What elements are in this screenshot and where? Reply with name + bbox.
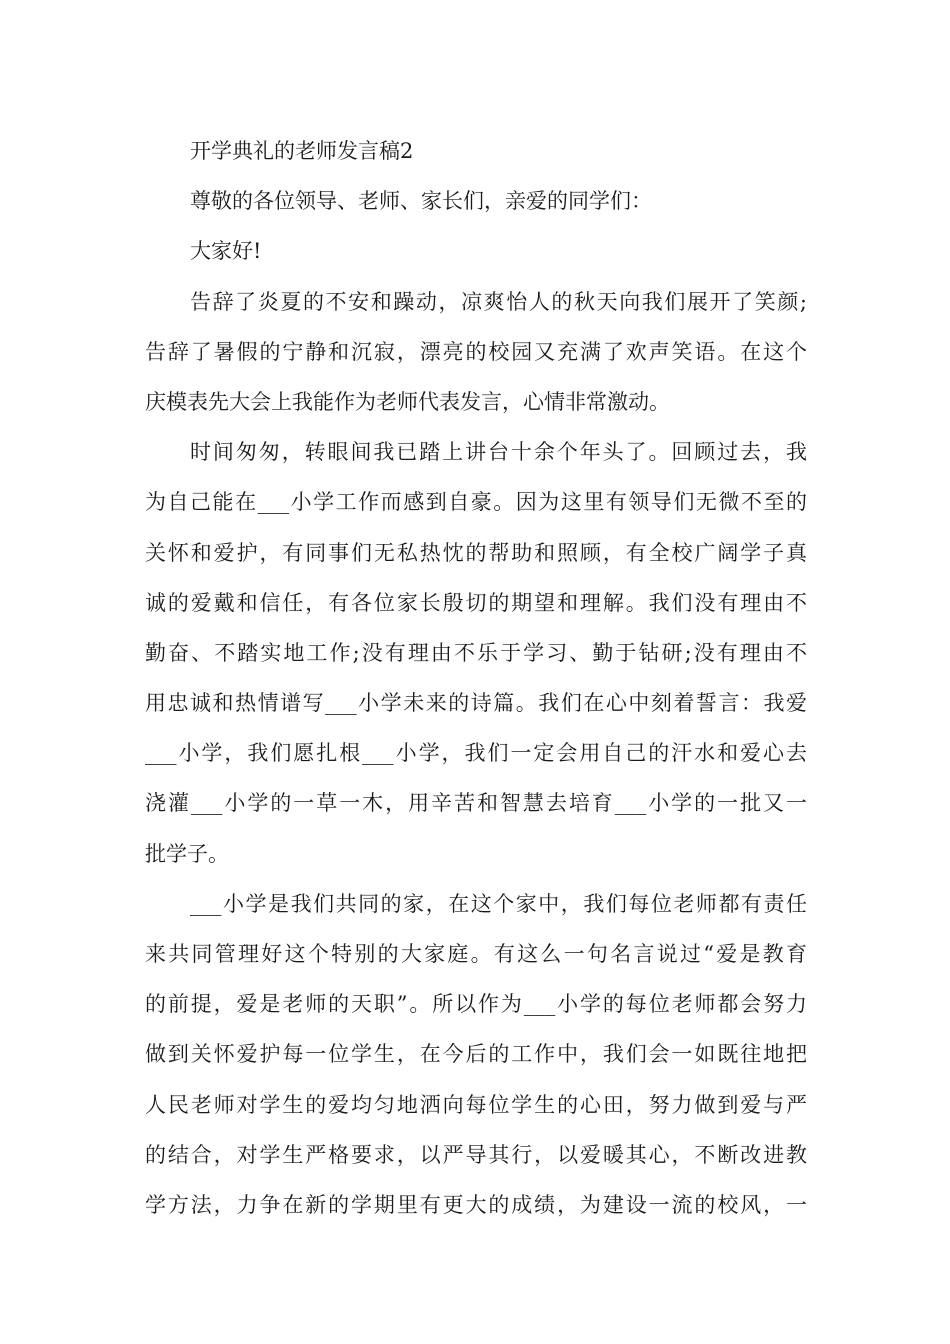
paragraph-3-line-4: 做到关怀爱护每一位学生，在今后的工作中，我们会一如既往地把 [145, 1042, 807, 1067]
paragraph-3-line-2: 来共同管理好这个特别的大家庭。有这么一句名言说过“爱是教育 [145, 942, 807, 966]
paragraph-2-line-3: 关怀和爱护，有同事们无私热忱的帮助和照顾，有全校广阔学子真 [145, 540, 807, 565]
paragraph-2-line-2: 为自己能在___小学工作而感到自豪。因为这里有领导们无微不至的 [145, 490, 807, 515]
document-body [145, 126, 807, 1230]
salutation: 尊敬的各位领导、老师、家长们，亲爱的同学们： [190, 189, 652, 214]
paragraph-2-line-6: 用忠诚和热情谱写___小学未来的诗篇。我们在心中刻着誓言：我爱 [145, 691, 807, 716]
paragraph-2-line-7: ___小学，我们愿扎根___小学，我们一定会用自己的汗水和爱心去 [145, 741, 807, 766]
paragraph-3-line-5: 人民老师对学生的爱均匀地洒向每位学生的心田，努力做到爱与严 [145, 1092, 807, 1117]
paragraph-3-line-1: ___小学是我们共同的家，在这个家中，我们每位老师都有责任 [190, 891, 807, 916]
paragraph-2-line-9: 批学子。 [145, 841, 229, 866]
greeting: 大家好! [190, 239, 262, 264]
paragraph-3-line-3: 的前提，爱是老师的天职”。所以作为___小学的每位老师都会努力 [145, 992, 807, 1017]
paragraph-1-line-2: 告辞了暑假的宁静和沉寂，漂亮的校园又充满了欢声笑语。在这个 [145, 339, 807, 364]
document-title: 开学典礼的老师发言稿2 [190, 139, 414, 163]
paragraph-2-line-5: 勤奋、不踏实地工作;没有理由不乐于学习、勤于钻研;没有理由不 [145, 640, 807, 665]
paragraph-3-line-7: 学方法，力争在新的学期里有更大的成绩，为建设一流的校风，一 [145, 1192, 807, 1217]
paragraph-2-line-4: 诚的爱戴和信任，有各位家长殷切的期望和理解。我们没有理由不 [145, 590, 807, 615]
paragraph-2-line-8: 浇灌___小学的一草一木，用辛苦和智慧去培育___小学的一批又一 [145, 791, 807, 816]
paragraph-1-line-3: 庆模表先大会上我能作为老师代表发言，心情非常激动。 [145, 389, 670, 414]
paragraph-3-line-6: 的结合，对学生严格要求，以严导其行，以爱暖其心，不断改进教 [145, 1142, 807, 1167]
paragraph-1-line-1: 告辞了炎夏的不安和躁动，凉爽怡人的秋天向我们展开了笑颜; [190, 289, 807, 314]
paragraph-2-line-1: 时间匆匆，转眼间我已踏上讲台十余个年头了。回顾过去，我 [190, 440, 807, 465]
